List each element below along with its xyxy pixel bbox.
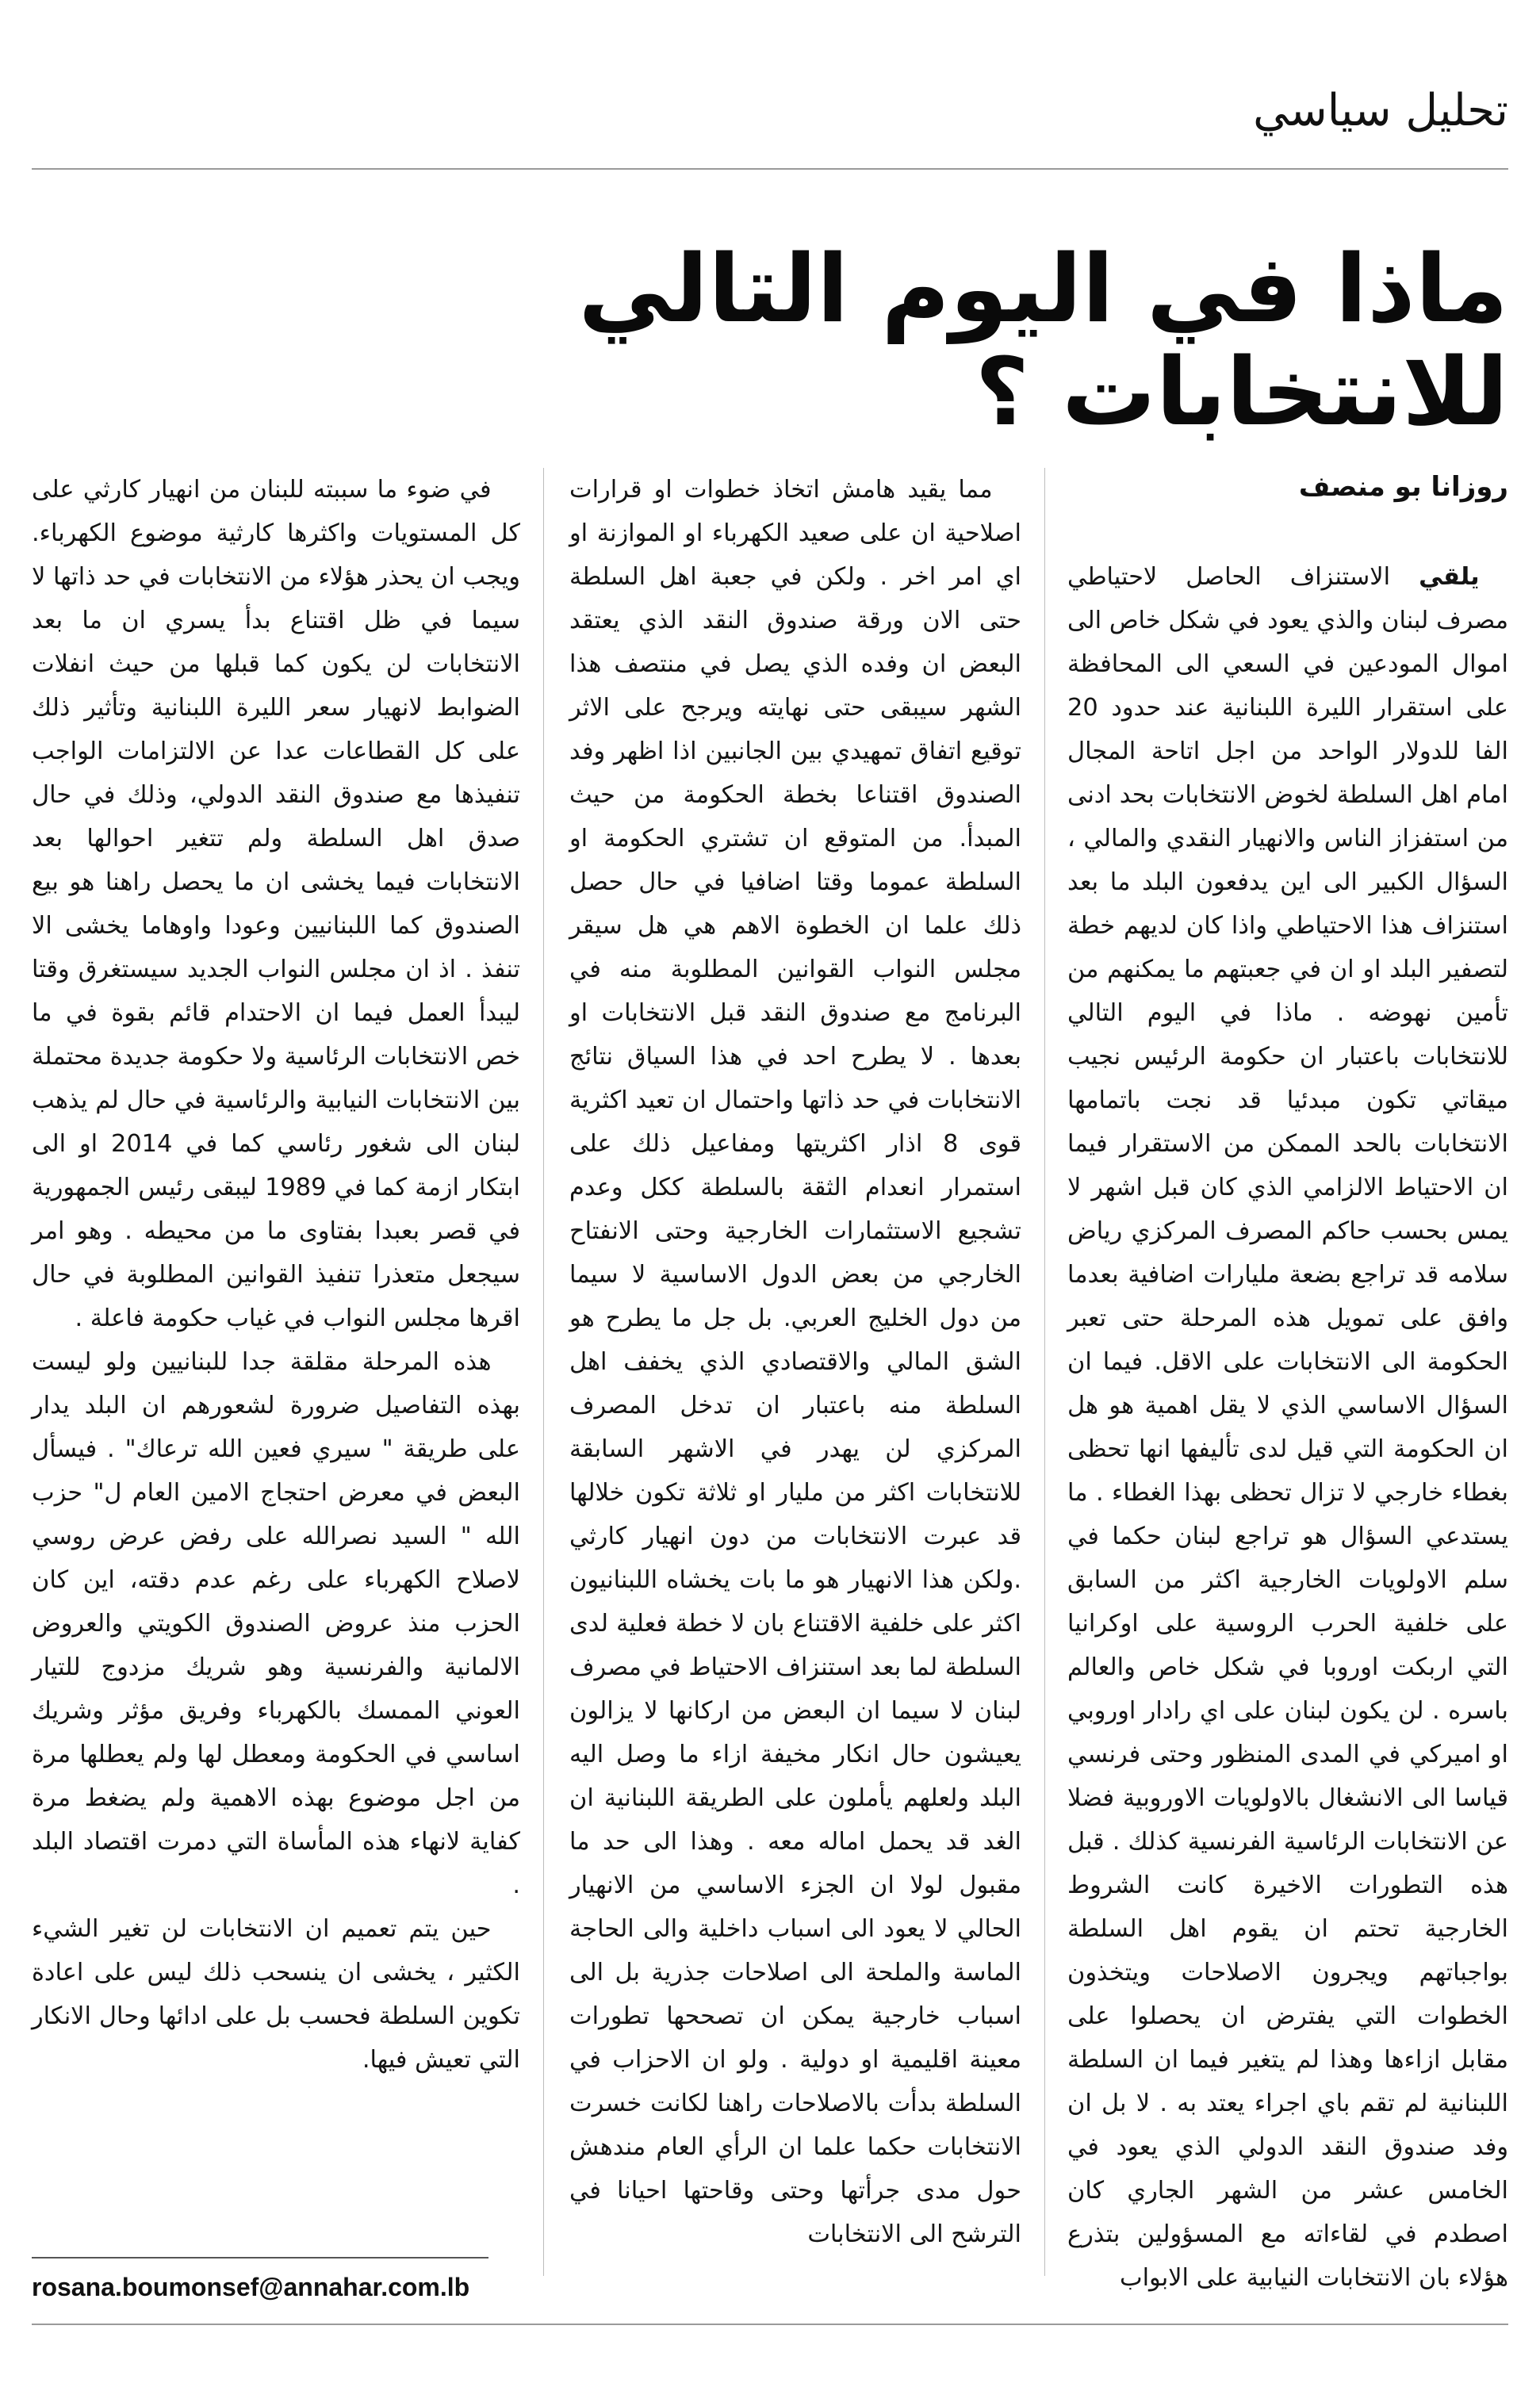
section-label: تحليل سياسي — [1253, 85, 1508, 136]
column-left-paragraph: في ضوء ما سببته للبنان من انهيار كارثي على كل المستويات واكثرها كارثية موضوع الكهرباء. ويجب ان يحذر هؤلاء من الانتخابات في حد ذاتها لا سيما في ظل اقتناع بدأ يسري ان ما بعد الانتخابات لن يكون كما قبلها من حيث انفلات الضوابط لانهيار سعر الليرة اللبنانية وتأثير ذلك على كل القطاعات عدا عن الالتزامات الواجب تنفيذها مع صندوق النقد الدولي، وذلك في حال صدق اهل السلطة ولم تتغير احوالها بعد الانتخابات فيما يخشى ان ما يحصل راهنا هو بيع الصندوق كما اللبنانيين وعودا واوهاما يخشى الا تنفذ . اذ ان مجلس النواب الجديد سيستغرق وقتا ليبدأ العمل فيما ان الاحتدام قائم بقوة في ما خص الانتخابات الرئاسية ولا حكومة جديدة محتملة بين الانتخابات النيابية والرئاسية في حال لم يذهب لبنان الى شغور رئاسي كما في 2014 او الى ابتكار ازمة كما في 1989 ليبقى رئيس الجمهورية في قصر بعبدا بفتاوى ما من محيطه . وهو امر سيجعل متعذرا تنفيذ القوانين المطلوبة في حال اقرها مجلس النواب في غياب حكومة فاعلة . — [31, 476, 520, 1332]
email-rule — [32, 2257, 488, 2258]
article-column-right — [1067, 555, 1508, 2292]
column-right-text: الاستنزاف الحاصل لاحتياطي مصرف لبنان والذي يعود في شكل خاص الى اموال المودعين في السعي الى المحافظة على استقرار الليرة اللبنانية عند حدود 20 الفا للدولار الواحد من اجل اتاحة المجال امام اهل السلطة لخوض الانتخابات بحد ادنى من استفزاز الناس والانهيار النقدي والمالي ، السؤال الكبير الى اين يدفعون البلد ما بعد استنزاف هذا الاحتياطي واذا كان لديهم خطة لتصفير البلد او ان في جعبتهم ما يمكنهم من تأمين نهوضه . ماذا في اليوم التالي للانتخابات باعتبار ان حكومة الرئيس نجيب ميقاتي تكون مبدئيا قد نجت باتمامها الانتخابات بالحد الممكن من الاستقرار فيما ان الاحتياط الالزامي الذي كان قبل اشهر لا يمس بحسب حاكم المصرف المركزي رياض سلامه قد تراجع بضعة مليارات اضافية بعدما وافق على تمويل هذه المرحلة حتى تعبر الحكومة الى الانتخابات على الاقل. فيما ان السؤال الاساسي الذي لا يقل اهمية هو هل ان الحكومة التي قيل لدى تأليفها انها تحظى بغطاء خارجي لا تزال تحظى بهذا الغطاء . ما يستدعي السؤال هو تراجع لبنان حكما في سلم الاولويات الخارجية اكثر من السابق على خلفية الحرب الروسية على اوكرانيا التي اربكت اوروبا في شكل خاص والعالم باسره . لن يكون لبنان على اي رادار اوروبي او اميركي في المدى المنظور وحتى فرنسي قياسا الى الانشغال بالاولويات الاوروبية فضلا عن الانتخابات الرئاسية الفرنسية كذلك . قبل هذه التطورات الاخيرة كانت الشروط الخارجية تحتم ان يقوم اهل السلطة بواجباتهم ويجرون الاصلاحات ويتخذون الخطوات التي يفترض ان يحصلوا على مقابل ازاءها وهذا لم يتغير فيما ان السلطة اللبنانية لم تقم باي اجراء يعتد به . لا بل ان وفد صندوق النقد الدولي الذي يعود في الخامس عشر من الشهر الجاري كان اصطدم في لقاءاته مع المسؤولين بتذرع هؤلاء بان الانتخابات النيابية على الابواب — [1067, 563, 1508, 2292]
header-rule — [32, 168, 1508, 170]
article-headline: ماذا في اليوم التالي للانتخابات ؟ — [578, 234, 1508, 446]
article-column-left — [32, 468, 520, 2276]
column-divider — [1044, 468, 1045, 2276]
author-email: rosana.boumonsef@annahar.com.lb — [32, 2273, 470, 2301]
lead-word: يلقي — [1419, 563, 1480, 591]
column-middle-text: مما يقيد هامش اتخاذ خطوات او قرارات اصلاحية ان على صعيد الكهرباء او الموازنة او اي امر اخر . ولكن في جعبة اهل السلطة حتى الان ورقة صندوق النقد الذي يعتقد البعض ان وفده الذي يصل في منتصف هذا الشهر سيبقى حتى نهايته ويرجح على الاثر توقيع اتفاق تمهيدي بين الجانبين اذا اظهر وفد الصندوق اقتناعا بخطة الحكومة من حيث المبدأ. من المتوقع ان تشتري الحكومة او السلطة عموما وقتا اضافيا في حال حصل ذلك علما ان الخطوة الاهم هي هل سيقر مجلس النواب القوانين المطلوبة منه في البرنامج مع صندوق النقد قبل الانتخابات او بعدها . لا يطرح احد في هذا السياق نتائج الانتخابات في حد ذاتها واحتمال ان تعيد اكثرية قوى 8 اذار اكثريتها ومفاعيل ذلك على استمرار انعدام الثقة بالسلطة ككل وعدم تشجيع الاستثمارات الخارجية وحتى الانفتاح الخارجي من بعض الدول الاساسية لا سيما من دول الخليج العربي. بل جل ما يطرح هو الشق المالي والاقتصادي الذي يخفف اهل السلطة منه باعتبار ان تدخل المصرف المركزي لن يهدر في الاشهر السابقة للانتخابات اكثر من مليار او ثلاثة تكون خلالها قد عبرت الانتخابات من دون انهيار كارثي .ولكن هذا الانهيار هو ما بات يخشاه اللبنانيون اكثر على خلفية الاقتناع بان لا خطة فعلية لدى السلطة لما بعد استنزاف الاحتياط في مصرف لبنان لا سيما ان البعض من اركانها لا يزالون يعيشون حال انكار مخيفة ازاء ما وصل اليه البلد ولعلهم يأملون على الطريقة اللبنانية ان الغد قد يحمل اماله معه . وهذا الى حد ما مقبول لولا ان الجزء الاساسي من الانهيار الحالي لا يعود الى اسباب داخلية والى الحاجة الماسة والملحة الى اصلاحات جذرية بل الى اسباب خارجية يمكن ان تصححها تطورات معينة اقليمية او دولية . ولو ان الاحزاب في السلطة بدأت بالاصلاحات راهنا لكانت خسرت الانتخابات حكما علما ان الرأي العام مندهش حول مدى جرأتها وحتى وقاحتها احيانا في الترشح الى الانتخابات — [569, 476, 1022, 2248]
footer-rule — [32, 2324, 1508, 2325]
author-byline: روزانا بو منصف — [1298, 471, 1508, 503]
article-column-middle — [569, 468, 1021, 2276]
column-left-paragraph: هذه المرحلة مقلقة جدا للبنانيين ولو ليست بهذه التفاصيل ضرورة لشعورهم ان البلد يدار على طريقة " سيري فعين الله ترعاك" . فيسأل البعض في معرض احتجاج الامين العام ل" حزب الله " السيد نصرالله على رفض عرض روسي لاصلاح الكهرباء على رغم عدم دقته، اين كان الحزب منذ عروض الصندوق الكويتي والعروض الالمانية والفرنسية وهو شريك مزدوج للتيار العوني الممسك بالكهرباء وفريق مؤثر وشريك اساسي في الحكومة ومعطل لها ولم يعطلها مرة من اجل موضوع بهذه الاهمية ولم يضغط مرة كفاية لانهاء هذه المأساة التي دمرت اقتصاد البلد . — [32, 1348, 520, 1899]
column-divider — [543, 468, 544, 2276]
column-left-paragraph: حين يتم تعميم ان الانتخابات لن تغير الشيء الكثير ، يخشى ان ينسحب ذلك ليس على اعادة تكوين السلطة فحسب بل على ادائها وحال الانكار التي تعيش فيها. — [32, 1915, 520, 2074]
